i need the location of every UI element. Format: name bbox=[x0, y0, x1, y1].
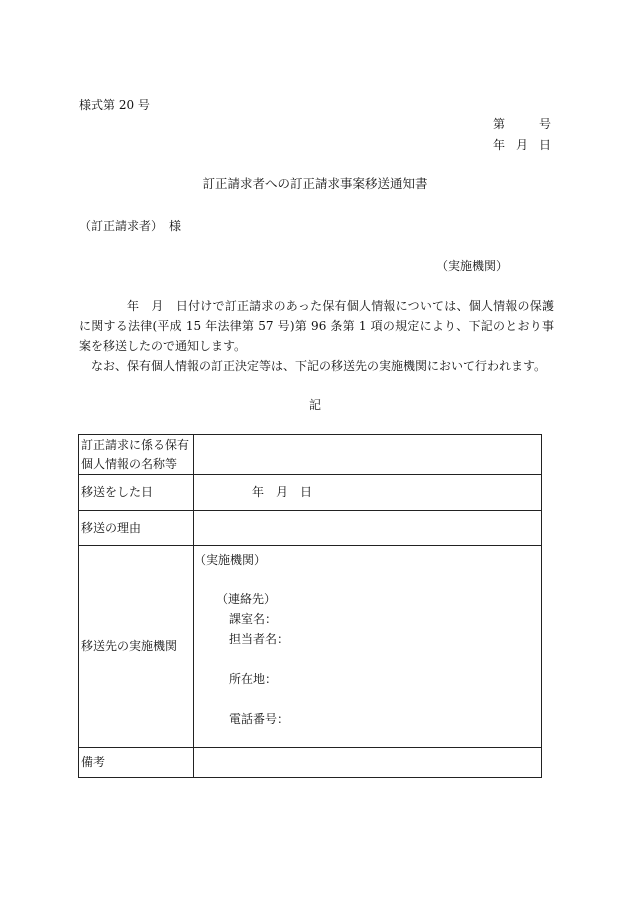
destination-contact: （連絡先） bbox=[216, 592, 277, 606]
row-value-transfer-reason bbox=[194, 511, 542, 546]
row-label-remarks: 備考 bbox=[79, 748, 194, 778]
form-number: 様式第 20 号 bbox=[79, 98, 150, 112]
row-value-destination-agency bbox=[194, 546, 542, 748]
destination-person: 担当者名： bbox=[229, 632, 290, 646]
table-row bbox=[79, 435, 542, 475]
date-year: 年 bbox=[493, 138, 506, 152]
row-value-remarks bbox=[194, 748, 542, 778]
addressee: （訂正請求者） 様 bbox=[79, 219, 182, 233]
date-month: 月 bbox=[515, 138, 528, 152]
row-label-document-name: 訂正請求に係る保有個人情報の名称等 bbox=[79, 435, 194, 475]
body-paragraph-2: なお、保有個人情報の訂正決定等は、下記の移送先の実施機関において行われます。 bbox=[91, 359, 547, 373]
date-day: 日 bbox=[538, 138, 551, 152]
row-value-document-name bbox=[194, 435, 542, 475]
destination-address: 所在地： bbox=[229, 672, 278, 686]
row-value-transfer-date: 年 月 日 bbox=[194, 475, 542, 511]
table-row bbox=[79, 475, 542, 511]
body-text bbox=[79, 296, 554, 376]
issuing-agency: （実施機関） bbox=[436, 259, 509, 273]
document-date bbox=[493, 139, 551, 151]
destination-agency: （実施機関） bbox=[194, 553, 267, 567]
table-row bbox=[79, 748, 542, 778]
row-label-transfer-reason: 移送の理由 bbox=[79, 511, 194, 546]
body-paragraph-1: 年 月 日付けで訂正請求のあった保有個人情報については、個人情報の保護に関する法律(平成 15 年法律第 57 号)第 96 条第 1 項の規定により、下記のとおり事案を移送したので通知します。 bbox=[79, 299, 554, 353]
table-row bbox=[79, 546, 542, 748]
number-suffix: 号 bbox=[538, 117, 551, 131]
table-row bbox=[79, 511, 542, 546]
transfer-details-table bbox=[78, 434, 542, 778]
document-number bbox=[493, 118, 551, 130]
number-prefix: 第 bbox=[493, 117, 506, 131]
destination-phone: 電話番号： bbox=[229, 712, 290, 726]
row-label-destination-agency: 移送先の実施機関 bbox=[79, 546, 194, 748]
document-title: 訂正請求者への訂正請求事案移送通知書 bbox=[202, 176, 428, 191]
destination-section: 課室名： bbox=[229, 612, 278, 626]
ki-heading: 記 bbox=[308, 398, 321, 412]
row-label-transfer-date: 移送をした日 bbox=[79, 475, 194, 511]
